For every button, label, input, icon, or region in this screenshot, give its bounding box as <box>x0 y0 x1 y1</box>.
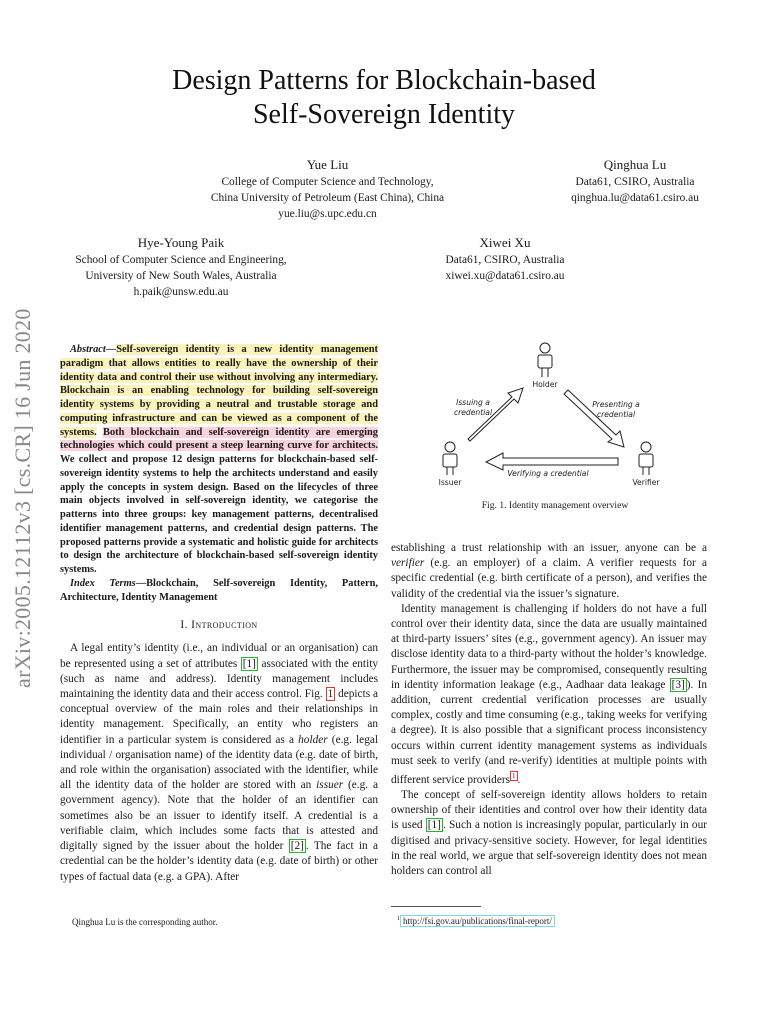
abstract-highlight-yellow: Self-sovereign identity is a new identity management paradigm that allows entities to really have the ownership of their identity data and control their use without involving any intermediary. Blockchain is an enabling technology for building self-sovereign identity systems by providing a neutral and trustable storage and computing infrastructure and can be viewed as a component of the systems. <box>60 344 378 438</box>
term-verifier: verifier <box>391 557 425 570</box>
abstract-highlight-pink: Both blockchain and self-sovereign identity are emerging technologies which could present a steep learning curve for architects. <box>60 426 378 452</box>
verifier-label: Verifier <box>632 478 660 487</box>
intro-text: . Such a notion is increasingly popular, particularly in our digitised and privacy-sensitive society. However, for legal identities in the real world, we argue that self-sovereign identity does not mean holders can control all <box>391 819 707 878</box>
holder-person-icon <box>538 343 552 377</box>
issuer-person-icon <box>443 442 457 475</box>
intro-paragraph-3 <box>391 602 707 788</box>
holder-label: Holder <box>532 380 558 389</box>
footnote-right <box>397 913 555 927</box>
intro-text: The concept of self-sovereign identity allows holders to retain ownership of their identities and control over how their identity data is used <box>391 789 707 832</box>
intro-text: depicts a conceptual overview of the main roles and their relationships in identity management. Specifically, an entity who registers an identifier in a particular system is considered as a <box>60 688 379 746</box>
author-block-2 <box>540 155 730 206</box>
author-name: Hye-Young Paik <box>137 235 225 250</box>
verifying-label: Verifying a credential <box>507 469 589 478</box>
author-block-1 <box>150 155 505 222</box>
footnote-url-link[interactable]: http://fsi.gov.au/publications/final-report/ <box>400 915 555 927</box>
issuing-label-line-2: credential <box>453 408 493 417</box>
citation-link[interactable]: [1] <box>242 657 256 670</box>
citation-link[interactable]: [3] <box>671 678 685 691</box>
intro-text: Identity management is challenging if holders do not have a full control over their identity data, since the data are usually maintained at third-party issuers’ sites (e.g., government agency). An issuer may disclose identity data to a third-party without the holder’s knowledge. Furthermore, the issuer may be compromised, consequently resulting in identity information leakage (e.g., Aadhaar data leakage <box>391 602 707 691</box>
author-email: qinghua.lu@data61.csiro.au <box>571 192 699 204</box>
title-line-1: Design Patterns for Blockchain-based <box>172 65 596 96</box>
intro-text: establishing a trust relationship with an issuer, anyone can be a <box>391 542 707 554</box>
author-email: xiwei.xu@data61.csiro.au <box>445 270 565 282</box>
term-issuer: issuer <box>316 779 344 792</box>
abstract-lead: Abstract <box>70 344 106 355</box>
identity-management-figure <box>388 335 718 495</box>
intro-text: (e.g. an employer) of a claim. A verifier requests for a specific credential (e.g. birth certificate of a person), and verifies the validity of the credential via the issuer’s signature. <box>391 557 707 600</box>
index-terms-lead: Index Terms <box>70 577 136 589</box>
issuer-label: Issuer <box>438 478 462 487</box>
intro-text: . <box>517 773 521 786</box>
author-name: Xiwei Xu <box>479 235 531 250</box>
footnote-mark: 1 <box>397 916 400 922</box>
figure-caption: Fig. 1. Identity management overview <box>481 500 629 511</box>
citation-link[interactable]: [2] <box>290 840 304 853</box>
section-heading: I. Introduction <box>180 619 258 632</box>
author-affiliation: University of New South Wales, Australia <box>85 270 277 282</box>
author-block-3 <box>50 233 312 300</box>
abstract-text: We collect and propose 12 design patterns for blockchain-based self-sovereign identity systems to help the architects understand and easily apply the concepts in system design. Based on the lifecycles of three main objects involved in self-sovereign identity, we categorise the patterns into three groups: key management patterns, decentralised identifier management patterns, and credential design patterns. The proposed patterns provide a systematic and holistic guide for architects to design the architecture of blockchain-based self-sovereign identity systems. <box>60 454 378 575</box>
footnote-rule <box>391 906 481 907</box>
index-terms <box>60 577 378 605</box>
author-email: yue.liu@s.upc.edu.cn <box>278 208 377 220</box>
footnote-link[interactable]: 1 <box>512 772 516 781</box>
citation-link[interactable]: [1] <box>427 819 441 832</box>
verifier-person-icon <box>639 442 653 475</box>
author-email: h.paik@unsw.edu.au <box>133 286 229 298</box>
author-affiliation: School of Computer Science and Engineering, <box>75 254 287 266</box>
right-column <box>391 541 707 879</box>
footnote-left: Qinghua Lu is the corresponding author. <box>72 917 218 927</box>
abstract <box>60 343 378 577</box>
author-affiliation: China University of Petroleum (East China), China <box>210 192 445 204</box>
term-holder: holder <box>298 733 328 746</box>
intro-paragraph-4 <box>391 788 707 879</box>
intro-paragraph-1 <box>60 641 378 884</box>
paper-title <box>0 64 768 132</box>
author-affiliation: College of Computer Science and Technology, <box>221 176 434 188</box>
index-terms-dash: — <box>135 577 147 589</box>
index-terms-text: Blockchain, Self-sovereign Identity, Pattern, Architecture, Identity Management <box>60 577 378 603</box>
arxiv-identifier: arXiv:2005.12112v3 [cs.CR] 16 Jun 2020 <box>10 308 35 688</box>
issuing-label-line-1: Issuing a <box>456 398 490 407</box>
intro-text: (e.g. a government agency). Note that the holder of an identifier can sometimes also be an issuer to identify itself. A credential is a verifiable claim, which includes some facts that is attested and digitally signed by the issuer about the holder <box>60 779 378 853</box>
title-line-2: Self-Sovereign Identity <box>252 99 516 130</box>
author-affiliation: Data61, CSIRO, Australia <box>445 254 565 266</box>
intro-text: ). In addition, current credential verification processes are usually complex, costly and time consuming (e.g., taking weeks for verifying a degree). It is also possible that a significant process inconsistency occurs within current identity management systems as individuals must seek to verify (and re-verify) identities at multiple points with different service providers <box>391 678 707 786</box>
author-name: Yue Liu <box>306 157 349 172</box>
author-block-4 <box>415 233 595 284</box>
intro-text: (e.g. legal individual / organisation name) of the identity data (e.g. date of birth, and role within the organisation) associated with the identifier, while all the identity data of the holder are stored with an <box>60 733 378 792</box>
presenting-label-line-2: credential <box>596 410 636 419</box>
intro-text: associated with the entity (such as name and address). Identity management includes maintaining the identity data and their access control. Fig. <box>60 657 378 701</box>
author-name: Qinghua Lu <box>603 157 667 172</box>
verifying-arrow <box>486 453 618 470</box>
intro-text: . The fact in a credential can be the holder’s identity data (e.g. date of birth) or other types of factual data (e.g. a GPA). After <box>60 840 378 883</box>
figure-link[interactable]: 1 <box>327 688 334 701</box>
left-column <box>60 343 378 885</box>
intro-paragraph-2 <box>391 541 707 602</box>
intro-text: A legal entity’s identity (i.e., an individual or an organisation) can be represented using a set of attributes <box>60 642 378 670</box>
presenting-label-line-1: Presenting a <box>592 400 640 409</box>
abstract-dash: — <box>105 344 117 355</box>
author-affiliation: Data61, CSIRO, Australia <box>575 176 695 188</box>
